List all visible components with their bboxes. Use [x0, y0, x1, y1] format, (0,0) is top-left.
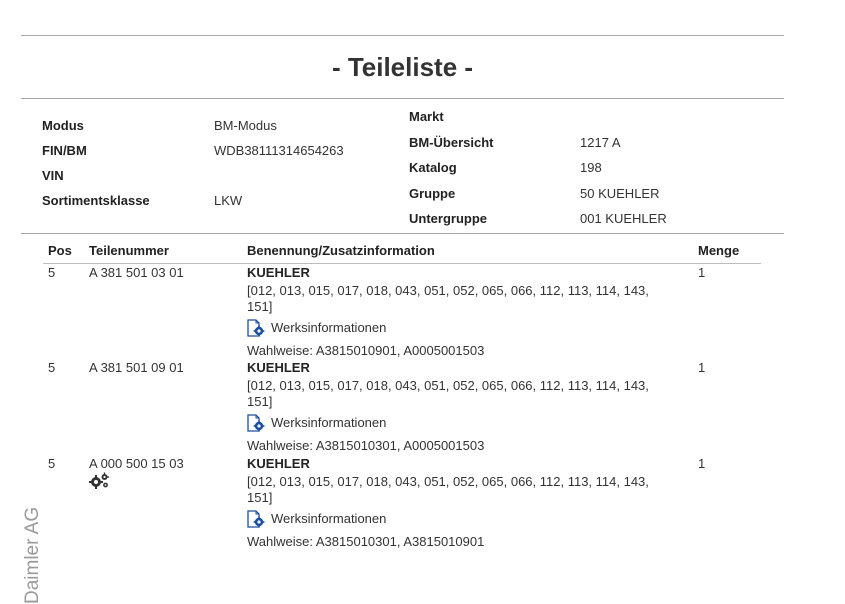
gruppe-value: 50 KUEHLER — [580, 186, 660, 201]
bm-uebersicht-value: 1217 A — [580, 135, 621, 150]
document-gear-icon — [247, 319, 267, 337]
gears-icon[interactable] — [88, 472, 110, 490]
werksinfo-label[interactable]: Werksinformationen — [271, 511, 387, 526]
page-title: - Teileliste - — [331, 52, 474, 82]
part-name: KUEHLER — [247, 265, 310, 280]
wahlweise-text: Wahlweise: A3815010301, A0005001503 — [247, 438, 485, 453]
header-benennung: Benennung/Zusatzinformation — [247, 243, 435, 258]
row-description — [247, 360, 677, 454]
werksinfo-label[interactable]: Werksinformationen — [271, 320, 387, 335]
part-name: KUEHLER — [247, 456, 310, 471]
modus-value: BM-Modus — [214, 118, 277, 133]
part-name: KUEHLER — [247, 360, 310, 375]
info-rule — [21, 233, 784, 234]
sortimentsklasse-value: LKW — [214, 193, 243, 208]
row-menge: 1 — [698, 360, 706, 375]
bm-uebersicht-label: BM-Übersicht — [409, 135, 494, 150]
katalog-value: 198 — [580, 160, 602, 175]
document-gear-icon — [247, 414, 267, 432]
header-rule — [43, 263, 761, 264]
row-pos: 5 — [48, 265, 56, 280]
document-gear-icon — [247, 510, 267, 528]
row-menge: 1 — [698, 456, 706, 471]
werksinfo-link[interactable] — [247, 414, 677, 432]
row-teilenummer[interactable]: A 381 501 09 01 — [89, 360, 184, 375]
sortimentsklasse-label: Sortimentsklasse — [42, 193, 150, 208]
fin-value: WDB38111314654263 — [214, 143, 344, 158]
gruppe-label: Gruppe — [409, 186, 456, 201]
top-rule — [21, 35, 784, 36]
code-list: [012, 013, 015, 017, 018, 043, 051, 052, 065, 066, 112, 113, 114, 143, 151] — [247, 283, 649, 314]
header-pos: Pos — [48, 243, 72, 258]
row-pos: 5 — [48, 456, 56, 471]
row-teilenummer[interactable]: A 381 501 03 01 — [89, 265, 184, 280]
code-list: [012, 013, 015, 017, 018, 043, 051, 052, 065, 066, 112, 113, 114, 143, 151] — [247, 378, 649, 409]
code-list: [012, 013, 015, 017, 018, 043, 051, 052, 065, 066, 112, 113, 114, 143, 151] — [247, 474, 649, 505]
werksinfo-link[interactable] — [247, 510, 677, 528]
modus-label: Modus — [42, 118, 84, 133]
untergruppe-value: 001 KUEHLER — [580, 211, 667, 226]
fin-label: FIN/BM — [42, 143, 87, 158]
row-teilenummer[interactable]: A 000 500 15 03 — [89, 456, 184, 471]
katalog-label: Katalog — [409, 160, 457, 175]
wahlweise-text: Wahlweise: A3815010301, A3815010901 — [247, 534, 485, 549]
markt-label: Markt — [409, 109, 444, 124]
werksinfo-label[interactable]: Werksinformationen — [271, 415, 387, 430]
untergruppe-label: Untergruppe — [409, 211, 487, 226]
row-menge: 1 — [698, 265, 706, 280]
row-pos: 5 — [48, 360, 56, 375]
vin-label: VIN — [42, 168, 64, 183]
header-menge: Menge — [698, 243, 740, 258]
wahlweise-text: Wahlweise: A3815010901, A0005001503 — [247, 343, 485, 358]
title-rule — [21, 98, 784, 99]
row-description — [247, 265, 677, 359]
watermark: Daimler AG — [22, 506, 43, 604]
werksinfo-link[interactable] — [247, 319, 677, 337]
row-description — [247, 456, 677, 550]
header-teilenummer: Teilenummer — [89, 243, 169, 258]
